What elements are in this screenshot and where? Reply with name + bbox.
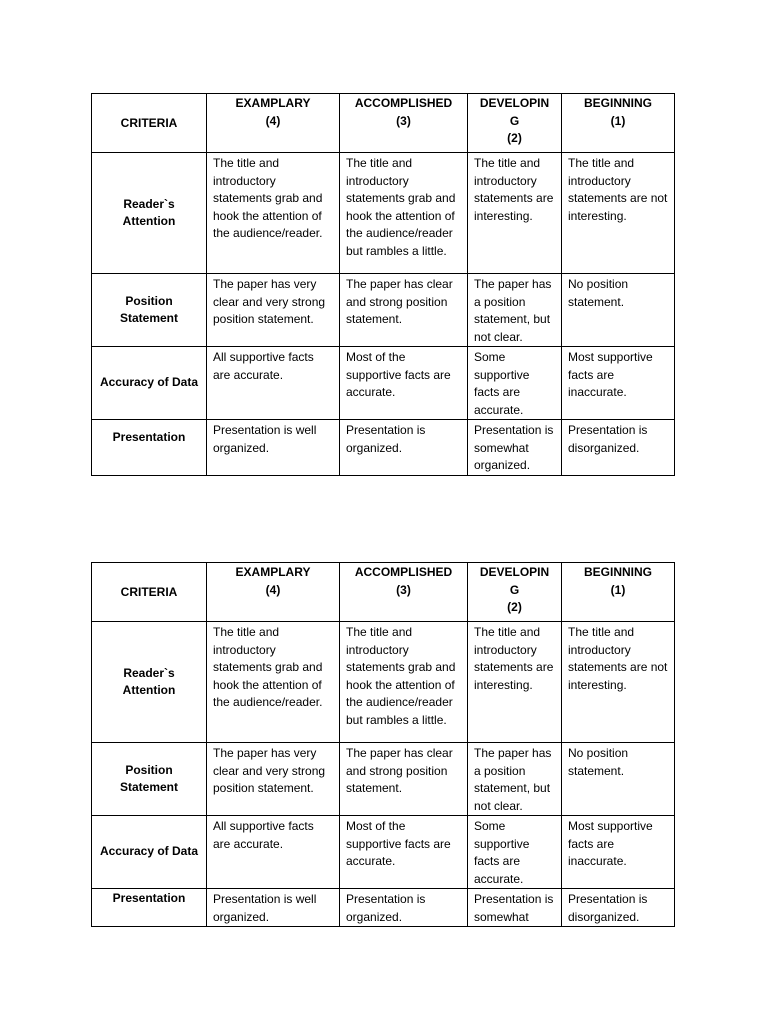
- header-row: [92, 94, 675, 153]
- rubric-cell: The title and introductory statements grab and hook the attention of the audience/reader.: [207, 622, 340, 743]
- level-header-score: (1): [610, 113, 626, 128]
- rubric-table: [91, 562, 675, 927]
- table-row: [92, 153, 675, 274]
- rubric-cell: Presentation is disorganized.: [562, 889, 675, 927]
- criteria-cell: Reader`s Attention: [92, 153, 207, 274]
- rubric-cell: All supportive facts are accurate.: [207, 347, 340, 420]
- criteria-cell: Accuracy of Data: [92, 347, 207, 420]
- rubric-cell: Presentation is organized.: [340, 889, 468, 927]
- level-header-accomplished: [340, 94, 468, 153]
- level-header-beginning: [562, 94, 675, 153]
- level-header-name: ACCOMPLISHED: [354, 565, 453, 579]
- rubric-cell: The title and introductory statements grab and hook the attention of the audience/reader.: [207, 153, 340, 274]
- rubric-cell: The paper has very clear and very strong position statement.: [207, 274, 340, 347]
- rubric-cell: Presentation is somewhat: [468, 889, 562, 927]
- level-header-name: DEVELOPIN: [479, 96, 550, 110]
- level-header-beginning: [562, 563, 675, 622]
- level-header-score: (4): [265, 582, 281, 597]
- rubric-cell: Presentation is well organized.: [207, 889, 340, 927]
- criteria-cell: Position Statement: [92, 743, 207, 816]
- rubric-cell: All supportive facts are accurate.: [207, 816, 340, 889]
- level-header-accomplished: [340, 563, 468, 622]
- table-row: [92, 743, 675, 816]
- rubric-cell: Presentation is well organized.: [207, 420, 340, 476]
- level-header-score: (2): [507, 600, 522, 614]
- rubric-table: [91, 93, 675, 476]
- criteria-header: CRITERIA: [92, 94, 207, 153]
- header-row: [92, 563, 675, 622]
- table-row: [92, 347, 675, 420]
- rubric-cell: The title and introductory statements are interesting.: [468, 622, 562, 743]
- rubric-cell: The paper has clear and strong position statement.: [340, 743, 468, 816]
- rubric-cell: Most supportive facts are inaccurate.: [562, 816, 675, 889]
- rubric-cell: The paper has a position statement, but not clear.: [468, 274, 562, 347]
- level-header-score: (2): [507, 131, 522, 145]
- rubric-cell: Presentation is somewhat organized.: [468, 420, 562, 476]
- table-row: [92, 420, 675, 476]
- level-header-name: BEGINNING: [583, 565, 652, 579]
- rubric-cell: The paper has a position statement, but not clear.: [468, 743, 562, 816]
- level-header-score: (3): [396, 113, 411, 128]
- rubric-cell: Some supportive facts are accurate.: [468, 816, 562, 889]
- rubric-cell: Most of the supportive facts are accurate.: [340, 347, 468, 420]
- criteria-cell: Position Statement: [92, 274, 207, 347]
- criteria-header: CRITERIA: [92, 563, 207, 622]
- rubric-cell: The title and introductory statements are not interesting.: [562, 153, 675, 274]
- rubric-cell: The paper has clear and strong position statement.: [340, 274, 468, 347]
- rubric-cell: No position statement.: [562, 274, 675, 347]
- level-header-name-wrap: G: [509, 582, 520, 597]
- rubric-cell: Some supportive facts are accurate.: [468, 347, 562, 420]
- rubric-cell: Most supportive facts are inaccurate.: [562, 347, 675, 420]
- level-header-name: EXAMPLARY: [235, 96, 311, 110]
- table-row: [92, 889, 675, 927]
- table-row: [92, 622, 675, 743]
- level-header-exemplary: [207, 563, 340, 622]
- level-header-score: (4): [265, 113, 281, 128]
- rubric-cell: Presentation is disorganized.: [562, 420, 675, 476]
- table-row: [92, 816, 675, 889]
- rubric-cell: No position statement.: [562, 743, 675, 816]
- level-header-exemplary: [207, 94, 340, 153]
- criteria-cell: Presentation: [92, 889, 207, 927]
- rubric-cell: The title and introductory statements grab and hook the attention of the audience/reader but rambles a little.: [340, 153, 468, 274]
- rubric-cell: Most of the supportive facts are accurate.: [340, 816, 468, 889]
- level-header-name: EXAMPLARY: [235, 565, 311, 579]
- rubric-cell: The paper has very clear and very strong position statement.: [207, 743, 340, 816]
- level-header-score: (3): [396, 582, 411, 597]
- level-header-name: ACCOMPLISHED: [354, 96, 453, 110]
- criteria-cell: Reader`s Attention: [92, 622, 207, 743]
- table-row: [92, 274, 675, 347]
- level-header-developing: [468, 94, 562, 153]
- criteria-cell: Accuracy of Data: [92, 816, 207, 889]
- criteria-cell: Presentation: [92, 420, 207, 476]
- rubric-cell: The title and introductory statements are interesting.: [468, 153, 562, 274]
- rubric-cell: Presentation is organized.: [340, 420, 468, 476]
- level-header-name: DEVELOPIN: [479, 565, 550, 579]
- level-header-score: (1): [610, 582, 626, 597]
- level-header-name: BEGINNING: [583, 96, 652, 110]
- level-header-name-wrap: G: [509, 113, 520, 128]
- rubric-cell: The title and introductory statements grab and hook the attention of the audience/reader but rambles a little.: [340, 622, 468, 743]
- level-header-developing: [468, 563, 562, 622]
- rubric-cell: The title and introductory statements are not interesting.: [562, 622, 675, 743]
